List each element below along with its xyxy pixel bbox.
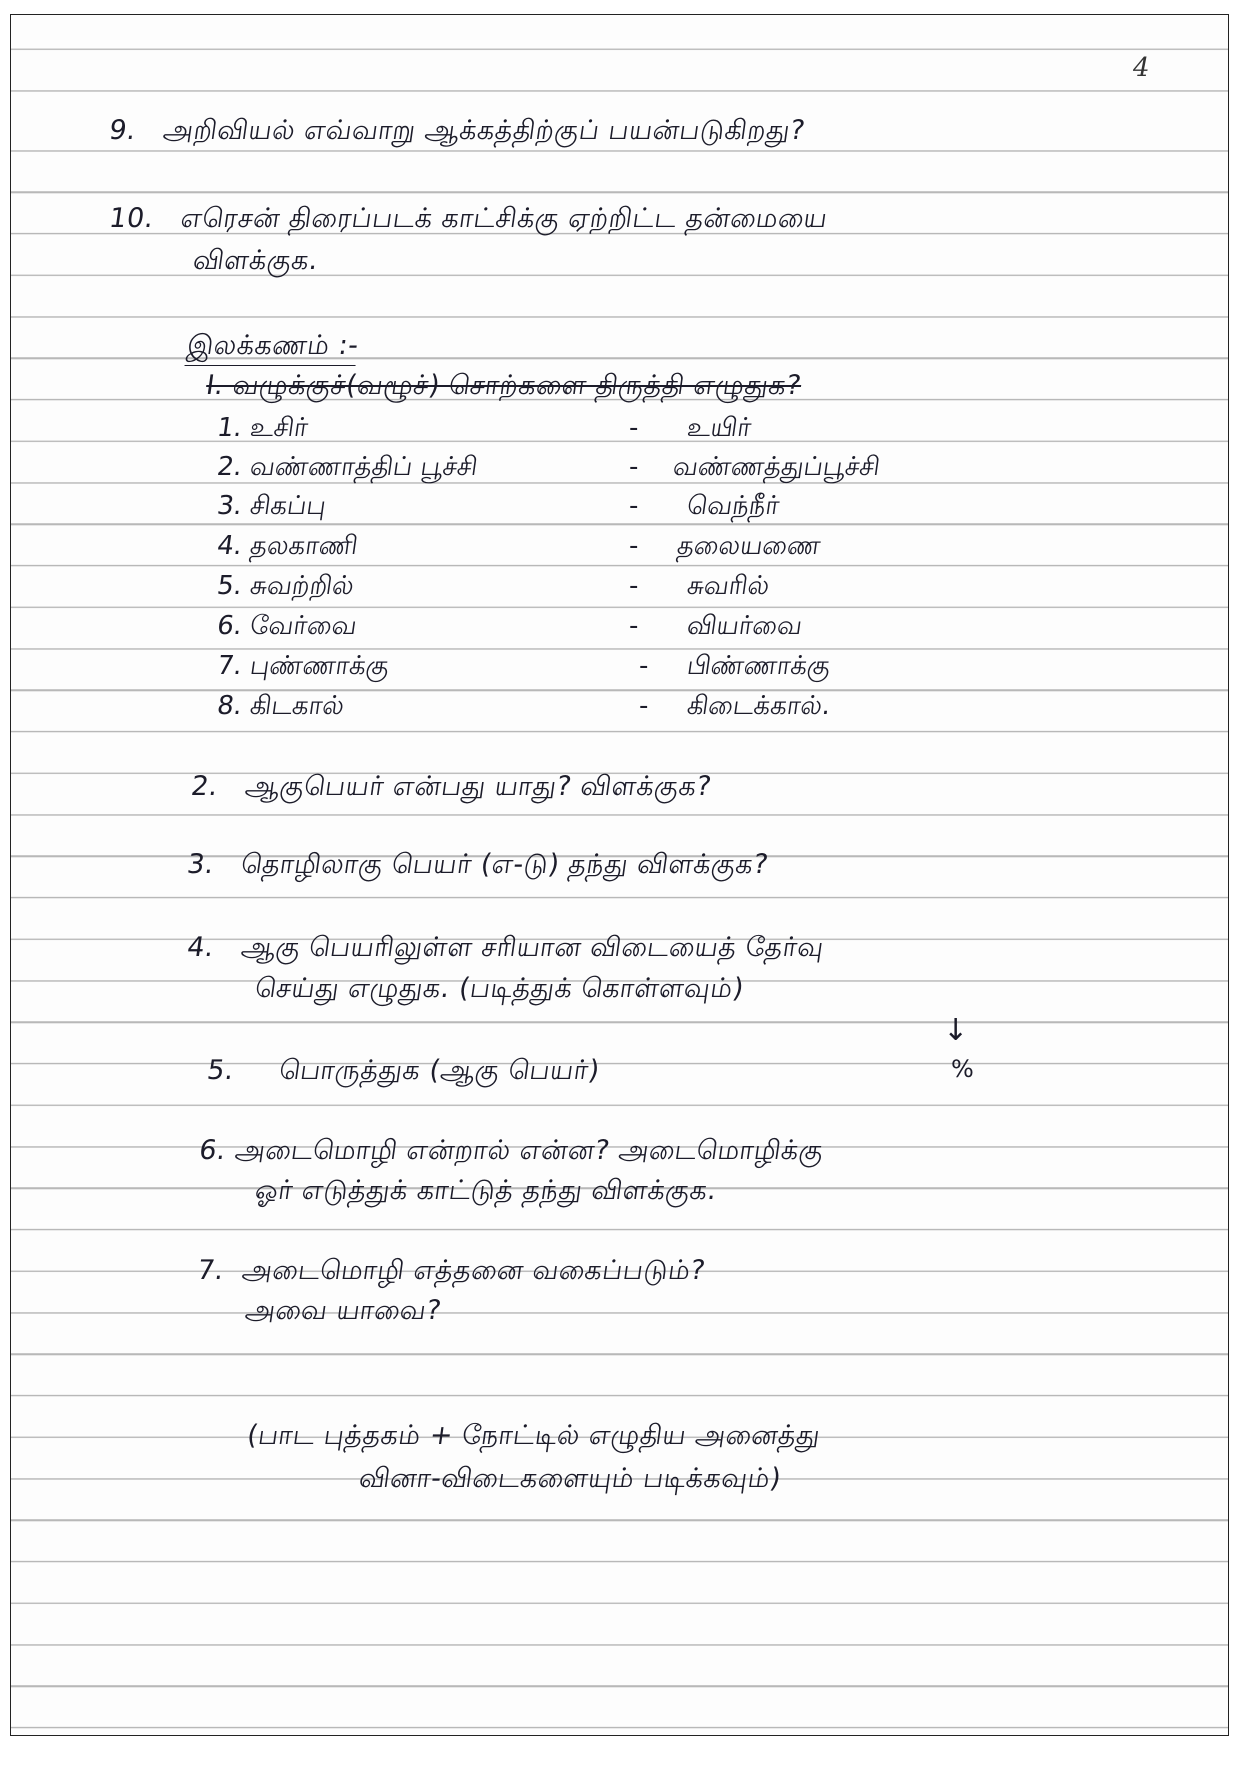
- correction-1-right: உயிர்: [685, 413, 754, 443]
- correction-3-wrong: 3. சிகப்பு: [215, 491, 329, 521]
- page-number: 4: [1133, 53, 1150, 83]
- question-6: 6. அடைமொழி என்றால் என்ன? அடைமொழிக்கு: [197, 1135, 826, 1166]
- correction-8-dash: -: [639, 691, 649, 721]
- correction-7-wrong: 7. புண்ணாக்கு: [215, 651, 392, 681]
- correction-3-dash: -: [629, 491, 639, 521]
- correction-5-right: சுவரில்: [685, 571, 772, 601]
- section-1-title: I. வழுக்குச்(வழூச்) சொற்களை திருத்தி எழுதுக?: [204, 370, 804, 401]
- question-7: 7. அடைமொழி எத்தனை வகைப்படும்?: [195, 1255, 708, 1286]
- question-4: 4. ஆகு பெயரிலுள்ள சரியான விடையைத் தேர்வு: [185, 932, 827, 963]
- question-5: 5. பொருத்துக (ஆகு பெயர்): [205, 1055, 602, 1086]
- question-9: 9. அறிவியல் எவ்வாறு ஆக்கத்திற்குப் பயன்படுகிறது?: [107, 115, 808, 146]
- correction-2-dash: -: [629, 452, 639, 482]
- handwritten-page: [10, 14, 1229, 1736]
- correction-4-wrong: 4. தலகாணி: [215, 531, 360, 561]
- correction-3-right: வெந்நீர்: [685, 491, 782, 521]
- question-7-continued: அவை யாவை?: [243, 1295, 444, 1326]
- question-4-continued: செய்து எழுதுக. (படித்துக் கொள்ளவும்): [253, 973, 747, 1004]
- correction-6-wrong: 6. வேர்வை: [215, 611, 359, 641]
- correction-8-wrong: 8. கிடகால்: [215, 691, 347, 721]
- grammar-heading: இலக்கணம் :-: [184, 330, 360, 366]
- correction-5-dash: -: [629, 571, 639, 601]
- question-10: 10. எரெசன் திரைப்படக் காட்சிக்கு ஏற்றிட்ட தன்மையை: [107, 203, 830, 234]
- question-3: 3. தொழிலாகு பெயர் (எ-டு) தந்து விளக்குக?: [185, 849, 771, 880]
- question-6-continued: ஓர் எடுத்துக் காட்டுத் தந்து விளக்குக.: [253, 1175, 719, 1206]
- correction-5-wrong: 5. சுவற்றில்: [215, 571, 356, 601]
- question-10-continued: விளக்குக.: [191, 245, 321, 276]
- footer-note-line-2: வினா-விடைகளையும் படிக்கவும்): [357, 1463, 784, 1494]
- correction-6-right: வியர்வை: [685, 611, 805, 641]
- correction-1-dash: -: [629, 413, 639, 443]
- correction-2-right: வண்ணத்துப்பூச்சி: [671, 452, 882, 482]
- correction-1-wrong: 1. உசிர்: [215, 413, 310, 443]
- correction-4-dash: -: [629, 531, 639, 561]
- correction-7-right: பிண்ணாக்கு: [685, 651, 833, 681]
- correction-6-dash: -: [629, 611, 639, 641]
- correction-4-right: தலையணை: [675, 531, 823, 561]
- correction-8-right: கிடைக்கால்.: [685, 691, 833, 721]
- percent-mark: %: [951, 1055, 974, 1083]
- footer-note-line-1: (பாட புத்தகம் + நோட்டில் எழுதிய அனைத்து: [245, 1420, 823, 1451]
- question-2: 2. ஆகுபெயர் என்பது யாது? விளக்குக?: [189, 771, 714, 802]
- correction-7-dash: -: [639, 651, 649, 681]
- correction-2-wrong: 2. வண்ணாத்திப் பூச்சி: [215, 452, 480, 482]
- arrow-down-mark: ↓: [943, 1013, 969, 1048]
